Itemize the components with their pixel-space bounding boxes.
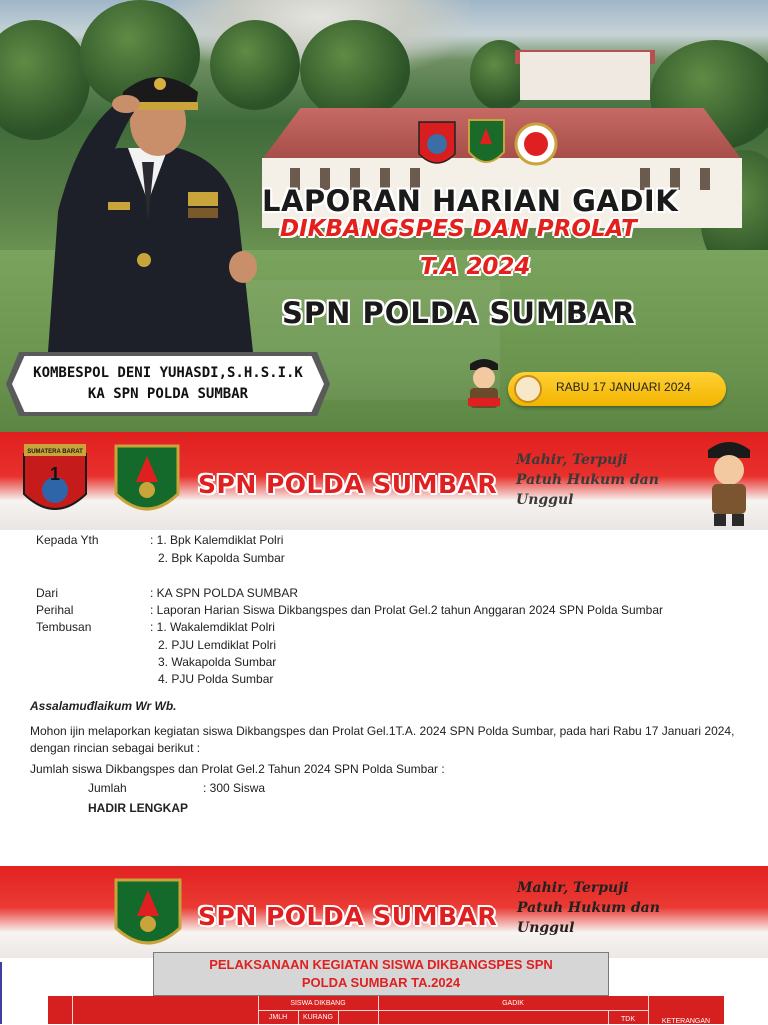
tembusan-line-3: 3. Wakapolda Sumbar — [158, 655, 277, 669]
header-siswa: SISWA DIKBANG — [290, 1000, 346, 1007]
jumlah-value: : 300 Siswa — [203, 781, 266, 795]
cover-image — [0, 0, 768, 432]
table-header — [48, 996, 724, 1024]
slogan-line-2: Patuh Hukum dan — [516, 472, 659, 488]
header-kurang: KURANG — [303, 1014, 333, 1021]
commander-name: KOMBESPOL DENI YUHASDI,S.H.S.I.K — [33, 365, 303, 381]
logo-caption: SUMATERA BARAT — [27, 449, 83, 455]
tembusan-line-1: : 1. Wakalemdiklat Polri — [150, 620, 275, 634]
banner-title: SPN POLDA SUMBAR — [198, 902, 498, 931]
slogan-line-3: Unggul — [517, 920, 575, 936]
slogan-line-3: Unggul — [516, 492, 574, 508]
spn-emblem-logo — [112, 876, 184, 958]
dari-value: : KA SPN POLDA SUMBAR — [150, 586, 299, 600]
header-keterangan: KETERANGAN — [661, 1018, 711, 1025]
police-mascot-icon — [462, 354, 506, 410]
table-title-line-2: POLDA SUMBAR TA.2024 — [301, 975, 461, 990]
jumlah-label: Jumlah — [88, 781, 127, 795]
paragraph-1-line-1: Mohon ijin melaporkan kegiatan siswa Dikbangspes dan Prolat Gel.1T.A. 2024 SPN Polda Sumbar, pada hari Rabu 17 Januari 2024, — [30, 724, 735, 738]
header-tdk: TDK — [621, 1016, 635, 1023]
commander-title: KA SPN POLDA SUMBAR — [87, 386, 249, 402]
attendance-status: HADIR LENGKAP — [88, 801, 189, 815]
svg-text:1: 1 — [49, 464, 61, 484]
column-divider — [338, 1010, 339, 1024]
header-jumlah: JMLH — [268, 1014, 288, 1021]
institution-logos — [414, 114, 564, 174]
cover-year: T.A 2024 — [420, 254, 531, 280]
police-shield-logo — [20, 440, 90, 524]
kepada-label: Kepada Yth — [36, 533, 99, 547]
spn-emblem-logo — [112, 442, 182, 524]
paragraph-2: Jumlah siswa Dikbangspes dan Prolat Gel.2 Tahun 2024 SPN Polda Sumbar : — [30, 762, 445, 776]
police-mascot-icon — [700, 436, 758, 528]
back-building — [520, 52, 650, 100]
window — [700, 168, 710, 190]
row-divider — [258, 1010, 648, 1011]
column-divider — [72, 996, 73, 1024]
slogan-line-1: Mahir, Terpuji — [517, 880, 629, 896]
cover-institution: SPN POLDA SUMBAR — [282, 296, 636, 330]
cover-subtitle: DIKBANGSPES DAN PROLAT — [280, 216, 637, 242]
table-title-line-1: PELAKSANAAN KEGIATAN SISWA DIKBANGSPES SPN — [209, 957, 553, 972]
cover-title: LAPORAN HARIAN GADIK — [262, 184, 679, 218]
section-banner — [0, 866, 768, 958]
paragraph-1-line-2: dengan rincian sebagai berikut : — [30, 741, 201, 755]
calendar-icon — [514, 375, 542, 403]
tree — [300, 20, 410, 120]
page-edge-bar — [0, 962, 2, 1024]
kepada-line-2: 2. Bpk Kapolda Sumbar — [158, 551, 285, 565]
header-banner — [0, 432, 768, 530]
report-date: RABU 17 JANUARI 2024 — [556, 380, 691, 394]
greeting: Assalamuđlaikum Wr Wb. — [30, 699, 177, 713]
banner-title: SPN POLDA SUMBAR — [198, 470, 498, 499]
officer-portrait — [38, 52, 260, 352]
perihal-value: : Laporan Harian Siswa Dikbangspes dan Prolat Gel.2 tahun Anggaran 2024 SPN Polda Sumbar — [150, 603, 663, 617]
slogan-line-2: Patuh Hukum dan — [517, 900, 660, 916]
tembusan-label: Tembusan — [36, 620, 92, 634]
perihal-label: Perihal — [36, 603, 74, 617]
tembusan-line-2: 2. PJU Lemdiklat Polri — [158, 638, 277, 652]
tembusan-line-4: 4. PJU Polda Sumbar — [158, 672, 274, 686]
kepada-line-1: : 1. Bpk Kalemdiklat Polri — [150, 533, 284, 547]
slogan-line-1: Mahir, Terpuji — [516, 452, 628, 468]
dari-label: Dari — [36, 586, 59, 600]
header-gadik: GADIK — [502, 1000, 524, 1007]
